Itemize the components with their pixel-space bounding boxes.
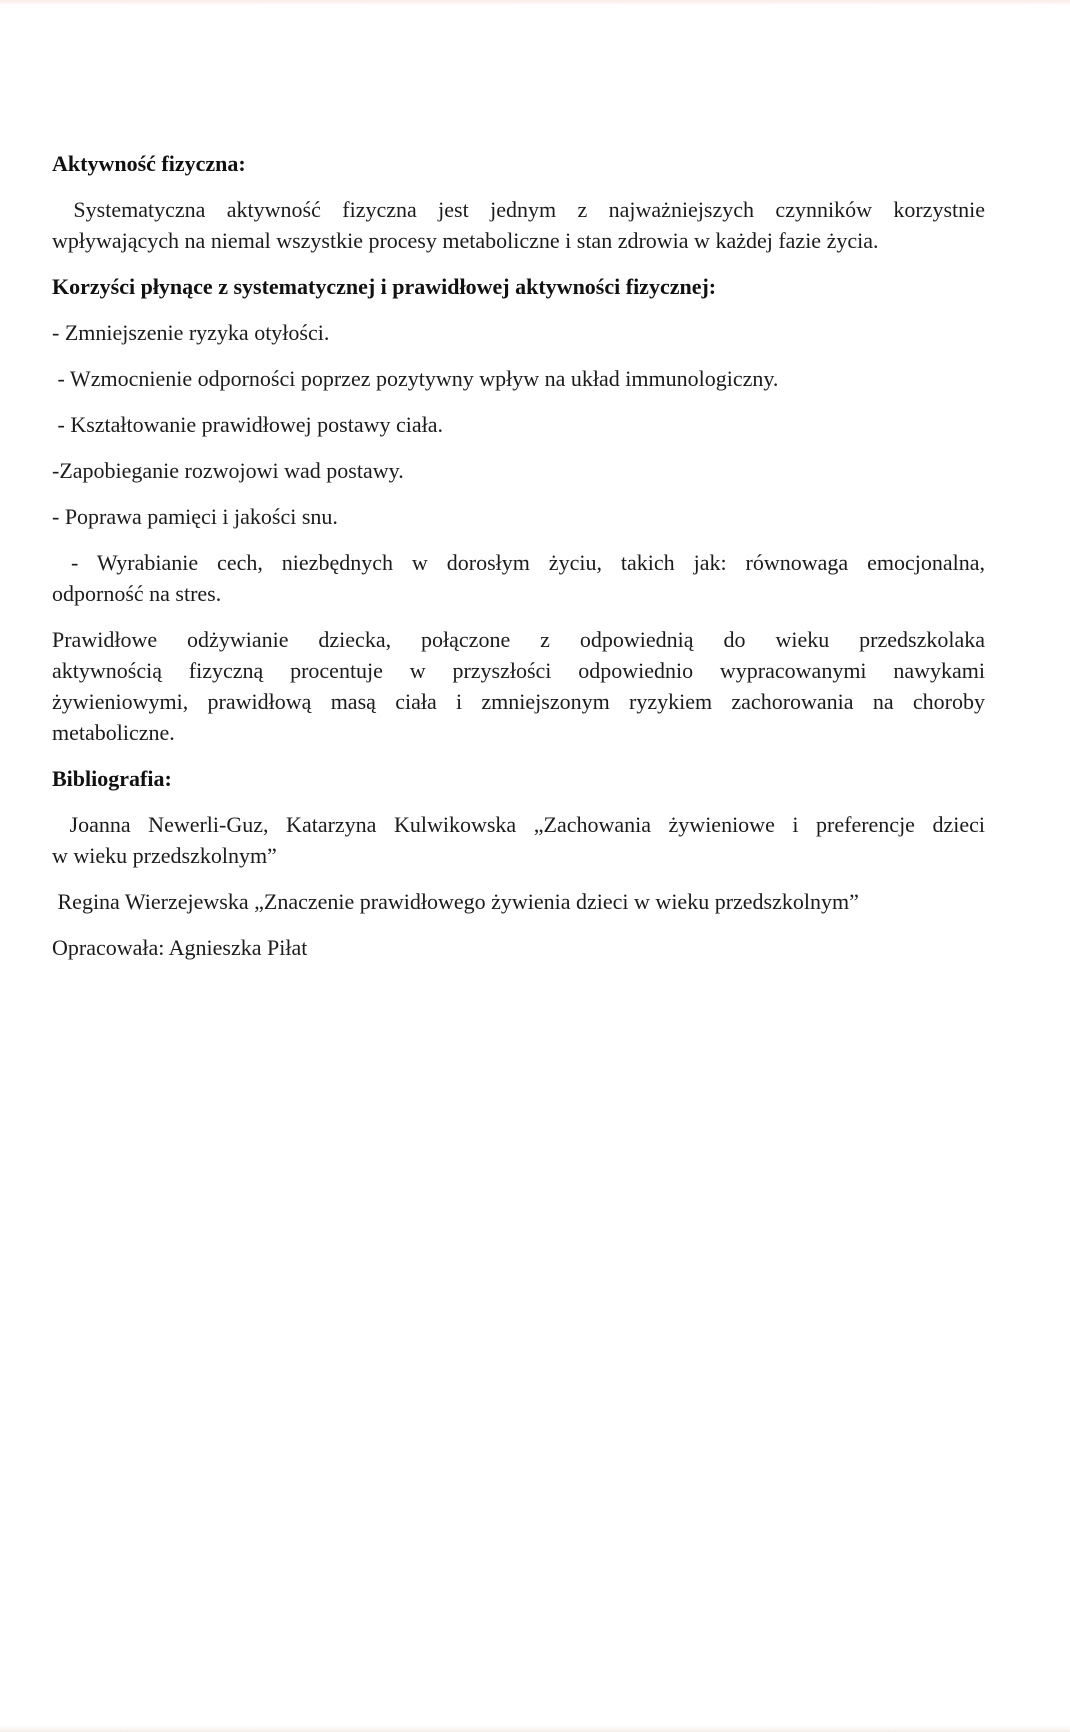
paragraph-line: Regina Wierzejewska „Znaczenie prawidłowego żywienia dzieci w wieku przedszkolnym” xyxy=(52,889,859,914)
section-heading-aktywnosc xyxy=(52,148,985,179)
list-item-otylosc xyxy=(52,317,985,348)
paragraph-line: Prawidłowe odżywianie dziecka, połączone z odpowiednią do wieku przedszkolaka xyxy=(52,627,985,652)
paragraph-line: - Poprawa pamięci i jakości snu. xyxy=(52,504,338,529)
list-item-odpornosc xyxy=(52,363,985,394)
heading-text: Aktywność fizyczna: xyxy=(52,151,246,176)
author-credit xyxy=(52,932,985,963)
heading-text: Bibliografia: xyxy=(52,766,172,791)
list-item-wady-postawy xyxy=(52,455,985,486)
paragraph-line: - Wzmocnienie odporności poprzez pozytywny wpływ na układ immunologiczny. xyxy=(52,366,779,391)
paragraph-line: - Wyrabianie cech, niezbędnych w dorosłym życiu, takich jak: równowaga emocjonalna, xyxy=(52,550,986,575)
list-item-cechy xyxy=(52,547,985,609)
bibliography-entry-wierzejewska xyxy=(52,886,985,917)
paragraph-line: Systematyczna aktywność fizyczna jest jednym z najważniejszych czynników korzystnie xyxy=(52,197,985,222)
section-heading-korzysci xyxy=(52,271,985,302)
paragraph-line: odporność na stres. xyxy=(52,581,222,606)
paragraph-odzywianie xyxy=(52,624,985,748)
paragraph-line: -Zapobieganie rozwojowi wad postawy. xyxy=(52,458,404,483)
paragraph-line: - Kształtowanie prawidłowej postawy ciała. xyxy=(52,412,443,437)
heading-text: Korzyści płynące z systematycznej i prawidłowej aktywności fizycznej: xyxy=(52,274,717,299)
page-top-edge xyxy=(0,0,1070,5)
paragraph-line: Opracowała: Agnieszka Piłat xyxy=(52,935,308,960)
paragraph-line: aktywnością fizyczną procentuje w przyszłości odpowiednio wypracowanymi nawykami xyxy=(52,658,985,683)
list-item-postawa xyxy=(52,409,985,440)
paragraph-line: - Zmniejszenie ryzyka otyłości. xyxy=(52,320,330,345)
paragraph-line: wpływających na niemal wszystkie procesy metaboliczne i stan zdrowia w każdej fazie życia. xyxy=(52,228,879,253)
list-item-pamiec-sen xyxy=(52,501,985,532)
paragraph-line: żywieniowymi, prawidłową masą ciała i zmniejszonym ryzykiem zachorowania na choroby xyxy=(52,689,985,714)
section-heading-bibliografia xyxy=(52,763,985,794)
paragraph-line: Joanna Newerli-Guz, Katarzyna Kulwikowska „Zachowania żywieniowe i preferencje dzieci xyxy=(52,812,986,837)
paragraph-line: metaboliczne. xyxy=(52,720,175,745)
page-bottom-edge xyxy=(0,1726,1070,1732)
paragraph-line: w wieku przedszkolnym” xyxy=(52,843,277,868)
paragraph-aktywnosc-intro xyxy=(52,194,985,256)
bibliography-entry-newerli-guz xyxy=(52,809,985,871)
